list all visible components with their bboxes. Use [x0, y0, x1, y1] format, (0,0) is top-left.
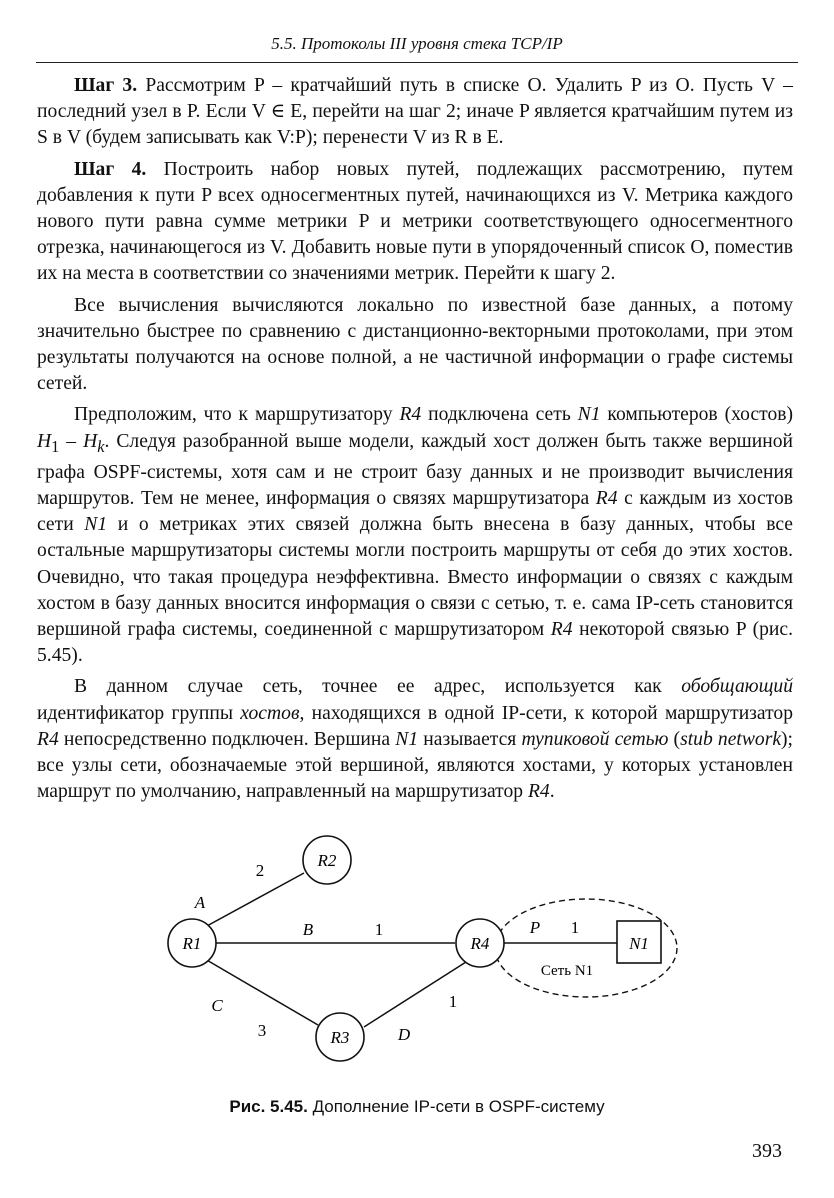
body-text — [37, 73, 793, 810]
edge-p-label: P — [529, 918, 541, 937]
step-3-lead: Шаг 3. — [74, 75, 138, 96]
edge-a-label: A — [194, 893, 206, 912]
edge-d-metric: 1 — [448, 992, 458, 1011]
network-n1-label: Сеть N1 — [540, 963, 594, 979]
step-3-text: Рассмотрим P – кратчайший путь в списке O. Удалить P из O. Пусть V – последний узел в P. Если V ∈ E, перейти на шаг 2; иначе P является кратчайшим путем из S в V (будем записывать как V:P); перенести V из R в E. — [37, 75, 793, 149]
paragraph-hosts: Предположим, что к маршрутизатору R4 подключена сеть N1 компьютеров (хостов) $H_1 - H_k$. Следуя разобранной выше модели, каждый хост должен быть также вершиной графа OSPF-системы, хотя сам и не строит базу данных и не производит вычисления маршрутов. Тем не менее, информация о связях маршрутизатора R4 с каждым из хостов сети N1 и о метриках этих связей должна быть внесена в базу данных, чтобы все остальные маршрутизаторы системы могли построить маршруты от себя до этих хостов. Очевидно, что такая процедура неэффективна. Вместо информации о связях с каждым хостом в базу данных вносится информация о связи с сетью, т. е. сама IP-сеть становится вершиной графа системы, соединенной с маршрутизатором R4 некоторой связью P (рис. 5.45). — [37, 404, 794, 667]
edge-a — [205, 873, 304, 927]
paragraph-step-3 — [37, 73, 793, 152]
edge-c — [205, 959, 318, 1025]
node-r1-label: R1 — [182, 934, 202, 953]
edge-c-label: C — [211, 996, 223, 1015]
figure-5-45 — [150, 832, 710, 1087]
edge-b-metric: 1 — [374, 920, 384, 939]
node-n1-label: N1 — [629, 934, 649, 953]
edge-p-metric: 1 — [570, 918, 580, 937]
network-graph — [150, 832, 710, 1087]
edge-d-label: D — [397, 1025, 411, 1044]
edge-a-metric: 2 — [255, 861, 265, 880]
edge-b-label: B — [302, 920, 314, 939]
caption-text: Дополнение IP-сети в OSPF-систему — [307, 1097, 605, 1116]
node-r3-label: R3 — [330, 1028, 350, 1047]
paragraph-stub-network: В данном случае сеть, точнее ее адрес, используется как обобщающий идентификатор группы хостов, находящихся в одной IP-сети, к которой маршрутизатор R4 непосредственно подключен. Вершина N1 называется тупиковой сетью (stub network); все узлы сети, обозначаемые этой вершиной, являются хостами, у которых установлен маршрут по умолчанию, направленный на маршрутизатор R4. — [37, 676, 794, 803]
running-header: 5.5. Протоколы III уровня стека TCP/IP — [271, 34, 563, 53]
edge-c-metric: 3 — [257, 1021, 267, 1040]
header-rule — [36, 62, 798, 63]
paragraph-computation: Все вычисления вычисляются локально по известной базе данных, а потому значительно быстрее по сравнению с дистанционно-векторными протоколами, при этом результаты получаются на основе полной, а не частичной информации о графе системы сетей. — [37, 294, 793, 395]
page-number: 393 — [752, 1140, 782, 1162]
step-4-text: Построить набор новых путей, подлежащих рассмотрению, путем добавления к пути P всех односегментных путей, начинающихся из V. Метрика каждого нового пути равна сумме метрики P и метрики соответствующего односегментного отрезка, начинающегося из V. Добавить новые пути в упорядоченный список O, поместив их на места в соответствии со значениями метрик. Перейти к шагу 2. — [37, 158, 793, 285]
node-r4-label: R4 — [470, 934, 490, 953]
figure-caption — [0, 1097, 834, 1117]
step-4-lead: Шаг 4. — [74, 158, 147, 180]
paragraph-step-4 — [37, 157, 793, 288]
caption-lead: Рис. 5.45. — [229, 1097, 308, 1116]
node-r2-label: R2 — [317, 851, 337, 870]
